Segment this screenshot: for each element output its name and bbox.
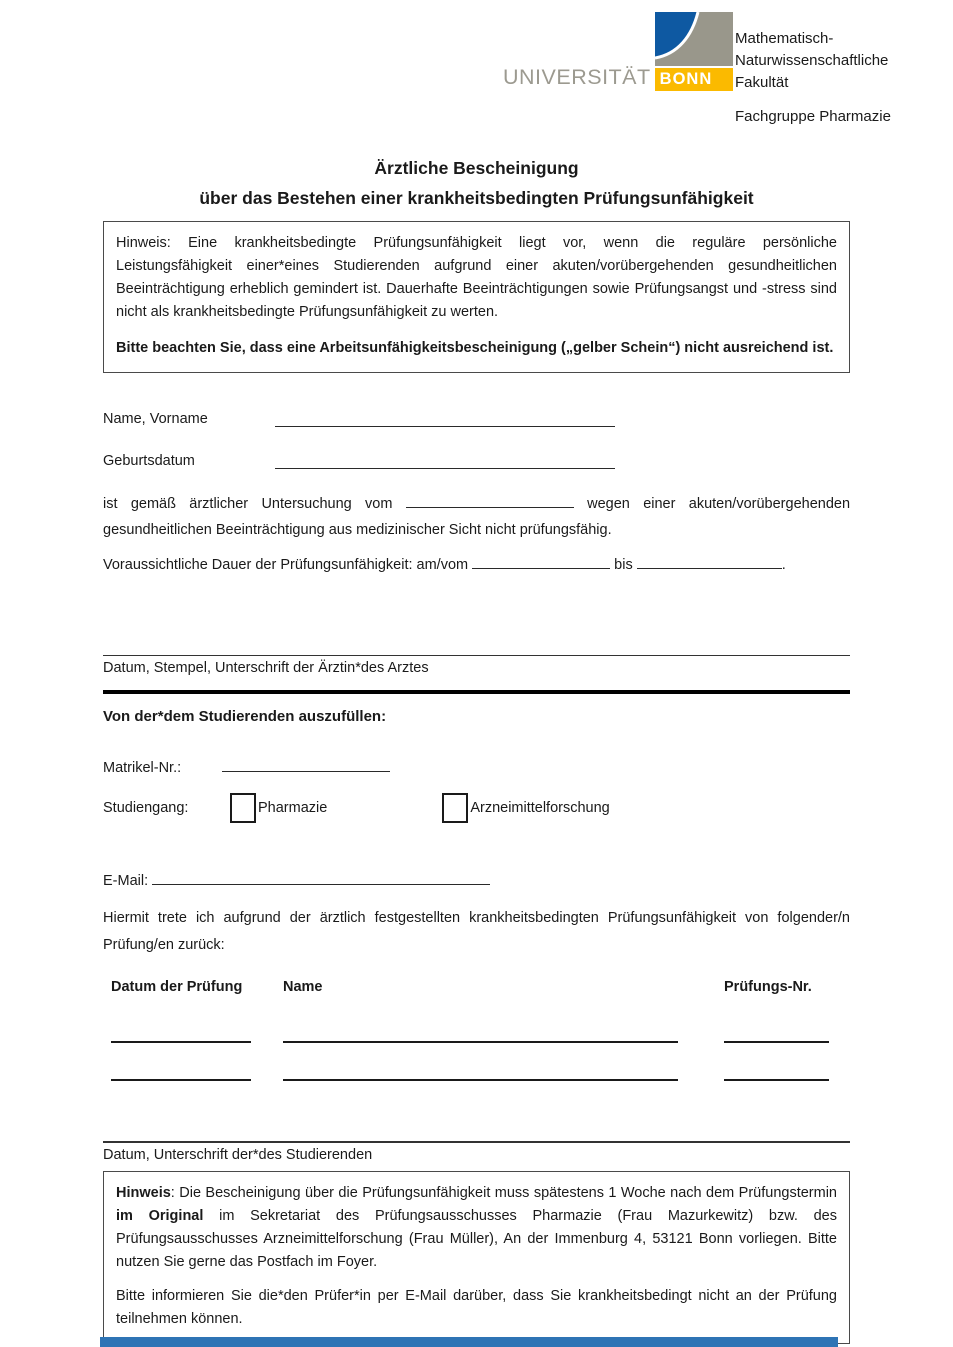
name-field-row xyxy=(103,411,850,427)
duration-to-input-line[interactable] xyxy=(637,554,782,569)
withdraw-statement: Hiermit trete ich aufgrund der ärztlich festgestellten krankheitsbedingten Prüfungsunfähigkeit von folgender/n Prüfung/en zurück: xyxy=(103,910,850,953)
duration-before: Voraussichtliche Dauer der Prüfungsunfähigkeit: am/vom xyxy=(103,557,469,574)
exam-row1-name-input-line[interactable] xyxy=(283,1041,678,1043)
student-section-heading: Von der*dem Studierenden auszufüllen: xyxy=(103,708,387,726)
exam-statement-before: ist gemäß ärztlicher Untersuchung vom xyxy=(103,495,393,512)
exam-statement-after: wegen einer akuten/vorübergehenden gesundheitlichen Beeinträchtigung aus medizinischer Sicht nicht prüfungsfähig. xyxy=(103,495,851,539)
matrikel-label: Matrikel-Nr.: xyxy=(103,760,182,777)
page-header xyxy=(0,0,953,142)
logo-universitaet-text: UNIVERSITÄT xyxy=(503,64,651,89)
exam-table-header xyxy=(103,979,850,1001)
exam-col-date-header: Datum der Prüfung xyxy=(111,978,243,995)
title-line-2: über das Bestehen einer krankheitsbedingten Prüfungsunfähigkeit xyxy=(199,188,754,208)
notice-box-top xyxy=(103,221,850,373)
exam-row1-date-input-line[interactable] xyxy=(111,1041,251,1043)
name-label: Name, Vorname xyxy=(103,410,208,427)
exam-row2-name-input-line[interactable] xyxy=(283,1079,678,1081)
logo-bonn-text: BONN xyxy=(655,68,733,91)
exam-row2-date-input-line[interactable] xyxy=(111,1079,251,1081)
exam-table-row xyxy=(103,1041,850,1057)
studiengang-label: Studiengang: xyxy=(103,800,189,817)
form-content xyxy=(103,158,850,1344)
exam-col-name-header: Name xyxy=(283,978,323,995)
notice-bottom-paragraph-2: Bitte informieren Sie die*den Prüfer*in per E-Mail darüber, dass Sie krankheitsbedingt nicht an der Prüfung teilnehmen können. xyxy=(116,1288,837,1328)
notice-box-bottom xyxy=(103,1171,850,1344)
duration-middle: bis xyxy=(614,557,633,574)
matrikel-input-line[interactable] xyxy=(222,757,390,772)
notice-bottom-bold-hinweis: Hinweis xyxy=(116,1184,171,1201)
email-input-line[interactable] xyxy=(152,870,490,885)
duration-from-input-line[interactable] xyxy=(472,554,610,569)
department-name: Fachgruppe Pharmazie xyxy=(735,108,891,125)
exam-row2-number-input-line[interactable] xyxy=(724,1079,829,1081)
faculty-line-3: Fakultät xyxy=(735,74,789,92)
student-signature-line[interactable] xyxy=(103,1141,850,1143)
footer-accent-bar xyxy=(100,1337,838,1347)
duration-end: . xyxy=(781,557,786,574)
doctor-signature-caption: Datum, Stempel, Unterschrift der Ärztin*des Arztes xyxy=(103,660,429,677)
section-divider xyxy=(103,690,850,694)
university-bonn-logo xyxy=(503,12,733,91)
faculty-line-1: Mathematisch- xyxy=(735,30,834,47)
document-title xyxy=(103,158,850,209)
student-signature-caption: Datum, Unterschrift der*des Studierenden xyxy=(103,1146,373,1163)
pharmazie-checkbox[interactable] xyxy=(230,793,256,823)
exam-table-row xyxy=(103,1079,850,1095)
exam-date-input-line[interactable] xyxy=(406,493,574,508)
birthdate-field-row xyxy=(103,453,850,469)
arzneimittelforschung-checkbox[interactable] xyxy=(442,793,468,823)
doctor-signature-line[interactable] xyxy=(103,655,850,656)
faculty-name xyxy=(735,28,888,95)
exam-col-number-header: Prüfungs-Nr. xyxy=(724,978,812,995)
name-input-line[interactable] xyxy=(275,412,615,427)
notice-bottom-paragraph-1: Hinweis: Die Bescheinigung über die Prüfungsunfähigkeit muss spätestens 1 Woche nach dem Prüfungstermin im Original im Sekretariat des Prüfungsausschusses Pharmazie (Frau Mazurkewitz) bzw. des Prüfungsausschusses Arzneimittelforschung (Frau Müller), An der Immenburg 4, 53121 Bonn vorliegen. Bitte nutzen Sie gerne das Postfach im Foyer. xyxy=(116,1184,837,1270)
email-label: E-Mail: xyxy=(103,873,149,890)
notice-bottom-bold-original: im Original xyxy=(116,1207,204,1224)
notice-top-bold-note: Bitte beachten Sie, dass eine Arbeitsunfähigkeitsbescheinigung („gelber Schein“) nicht ausreichend ist. xyxy=(116,339,834,356)
matrikel-field-row xyxy=(103,757,850,776)
faculty-line-2: Naturwissenschaftliche xyxy=(735,52,889,70)
title-line-1: Ärztliche Bescheinigung xyxy=(374,158,579,178)
exam-row1-number-input-line[interactable] xyxy=(724,1041,829,1043)
exam-statement xyxy=(103,491,850,545)
studiengang-field-row xyxy=(103,792,850,824)
birthdate-label: Geburtsdatum xyxy=(103,452,195,469)
duration-statement xyxy=(103,554,850,573)
pharmazie-checkbox-label: Pharmazie xyxy=(258,800,328,817)
bonn-logo-mark-icon xyxy=(655,12,733,66)
email-field-row xyxy=(103,870,850,889)
arzneimittelforschung-checkbox-label: Arzneimittelforschung xyxy=(470,800,610,817)
notice-top-paragraph: Hinweis: Eine krankheitsbedingte Prüfungsunfähigkeit liegt vor, wenn die reguläre persönliche Leistungsfähigkeit einer*eines Studierenden aufgrund einer akuten/vorübergehenden gesundheitlichen Beeinträchtigung erheblich gemindert ist. Dauerhafte Beeinträchtigungen sowie Prüfungsangst und -stress sind nicht als krankheitsbedingte Prüfungsunfähigkeit zu werten. xyxy=(116,235,837,320)
birthdate-input-line[interactable] xyxy=(275,454,615,469)
